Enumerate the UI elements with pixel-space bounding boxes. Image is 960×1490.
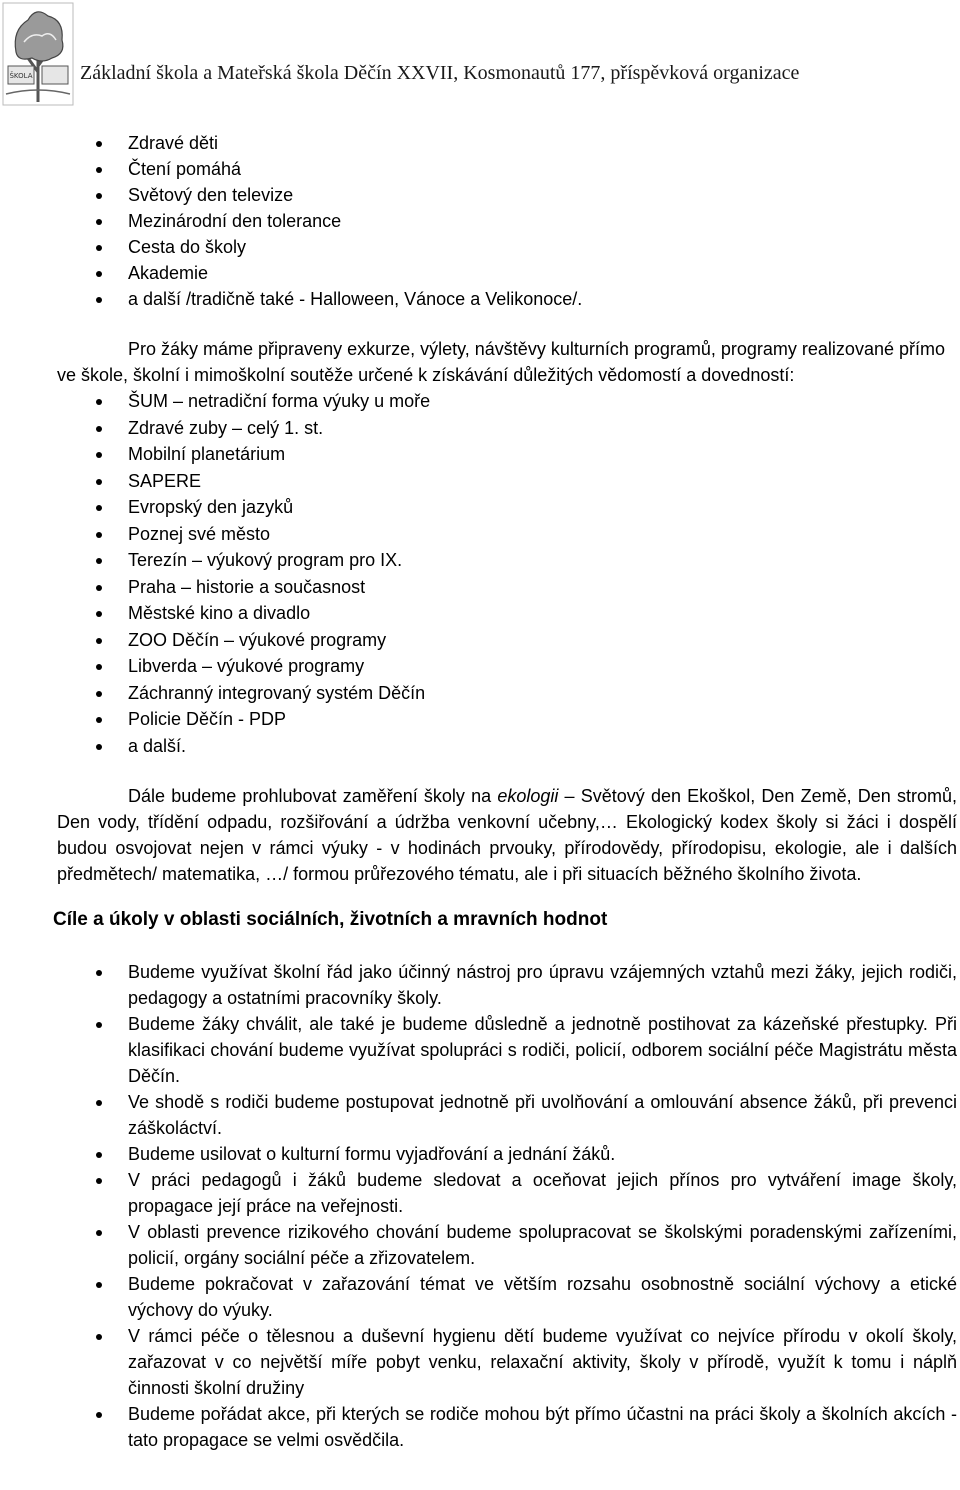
list-item: ZOO Děčín – výukové programy xyxy=(57,627,957,653)
list-item: Čtení pomáhá xyxy=(57,156,957,182)
section-heading: Cíle a úkoly v oblasti sociálních, životních a mravních hodnot xyxy=(53,908,608,930)
ecology-emphasis: ekologii xyxy=(497,785,559,806)
list-item: Záchranný integrovaný systém Děčín xyxy=(57,680,957,706)
list-item: Zdravé zuby – celý 1. st. xyxy=(57,415,957,441)
list-item: Akademie xyxy=(57,260,957,286)
list-item: Budeme pořádat akce, při kterých se rodiče mohou být přímo účastni na práci školy a školních akcích - tato propagace se velmi osvědčila. xyxy=(57,1401,957,1453)
events-list xyxy=(57,130,957,312)
list-item: Libverda – výukové programy xyxy=(57,653,957,679)
list-item: a další /tradičně také - Halloween, Vánoce a Velikonoce/. xyxy=(57,286,957,312)
list-item: Budeme usilovat o kulturní formu vyjadřování a jednání žáků. xyxy=(57,1141,957,1167)
list-item: Terezín – výukový program pro IX. xyxy=(57,547,957,573)
page-header xyxy=(0,0,960,110)
list-item: V rámci péče o tělesnou a duševní hygienu dětí budeme využívat co nejvíce přírodu v okolí školy, zařazovat v co největší míře pobyt venku, relaxační aktivity, školy v přírodě, využít k tomu i náplň činnosti školní družiny xyxy=(57,1323,957,1401)
school-logo xyxy=(2,2,74,106)
list-item: ŠUM – netradiční forma výuky u moře xyxy=(57,388,957,414)
list-item: Budeme žáky chválit, ale také je budeme důsledně a jednotně postihovat za kázeňské přestupky. Při klasifikaci chování budeme využívat spolupráci s rodiči, policií, odborem sociální péče Magistrátu města Děčín. xyxy=(57,1011,957,1089)
list-item: Budeme využívat školní řád jako účinný nástroj pro úpravu vzájemných vztahů mezi žáky, jejich rodiči, pedagogy a ostatními pracovníky školy. xyxy=(57,959,957,1011)
list-item: a další. xyxy=(57,733,957,759)
ecology-paragraph xyxy=(57,783,957,887)
goals-list xyxy=(57,959,957,1453)
list-item: Poznej své město xyxy=(57,521,957,547)
ecology-text-start: Dále budeme prohlubovat zaměření školy na xyxy=(128,785,498,806)
list-item: Cesta do školy xyxy=(57,234,957,260)
list-item: Mezinárodní den tolerance xyxy=(57,208,957,234)
header-title: Základní škola a Mateřská škola Děčín XXVII, Kosmonautů 177, příspěvková organizace xyxy=(80,62,800,84)
list-item: V oblasti prevence rizikového chování budeme spolupracovat se školskými poradenskými zařízeními, policií, orgány sociální péče a zřizovatelem. xyxy=(57,1219,957,1271)
list-item: Evropský den jazyků xyxy=(57,494,957,520)
list-item: Budeme pokračovat v zařazování témat ve větším rozsahu osobnostně sociální výchovy a etické výchovy do výuky. xyxy=(57,1271,957,1323)
list-item: Městské kino a divadlo xyxy=(57,600,957,626)
logo-text: ŠKOLA xyxy=(9,72,33,80)
list-item: Policie Děčín - PDP xyxy=(57,706,957,732)
document-body xyxy=(53,130,957,1453)
list-item: Světový den televize xyxy=(57,182,957,208)
programs-list xyxy=(57,388,957,759)
list-item: V práci pedagogů i žáků budeme sledovat a oceňovat jejich přínos pro vytváření image školy, propagace její práce na veřejnosti. xyxy=(57,1167,957,1219)
list-item: Ve shodě s rodiči budeme postupovat jednotně při uvolňování a omlouvání absence žáků, při prevenci záškoláctví. xyxy=(57,1089,957,1141)
intro-paragraph: Pro žáky máme připraveny exkurze, výlety, návštěvy kulturních programů, programy realizované přímo ve škole, školní i mimoškolní soutěže určené k získávání důležitých vědomostí a dovedností: xyxy=(57,339,945,385)
list-item: Zdravé děti xyxy=(57,130,957,156)
list-item: Praha – historie a současnost xyxy=(57,574,957,600)
list-item: Mobilní planetárium xyxy=(57,441,957,467)
ecology-text-rest: – Světový den Ekoškol, Den Země, Den stromů, Den vody, třídění odpadu, rozšiřování a údržba venkovní učebny,… Ekologický kodex školy si žáci i dospělí budou osvojovat nejen v rámci výuky - v hodinách prvouky, přírodovědy, přírodopisu, ekologie, ale i dalších předmětech/ matematika, …/ formou průřezového tématu, ale i při situacích běžného školního života. xyxy=(57,785,957,884)
list-item: SAPERE xyxy=(57,468,957,494)
